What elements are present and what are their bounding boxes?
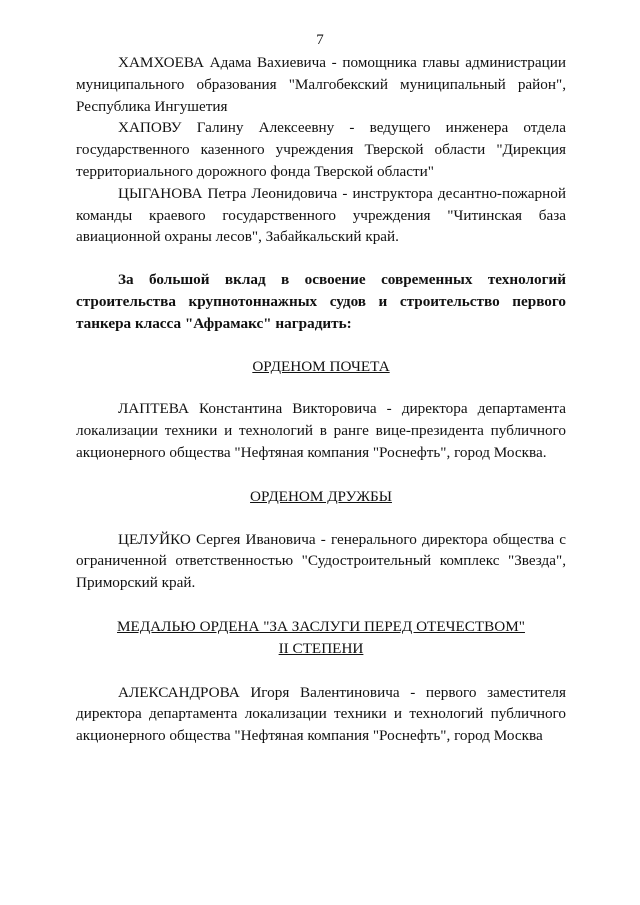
decree-text: За большой вклад в освоение современных технологий строительства крупнотоннажных судов и строительство первого танкера класса "Афрамакс" наградить: <box>76 271 566 332</box>
awardee-paragraph: ЦЕЛУЙКО Сергея Ивановича - генерального директора общества с ограниченной ответственностью "Судостроительный комплекс "Звезда", Приморский край. <box>76 530 566 592</box>
awardee-paragraph: ЦЫГАНОВА Петра Леонидовича - инструктора десантно-пожарной команды краевого государственного учреждения "Читинская база авиационной охраны лесов", Забайкальский край. <box>76 184 566 246</box>
award-heading-medal-line-2: II СТЕПЕНИ <box>278 639 364 657</box>
page-number: 7 <box>316 32 324 48</box>
award-heading-medal-line-1: МЕДАЛЬЮ ОРДЕНА "ЗА ЗАСЛУГИ ПЕРЕД ОТЕЧЕСТВОМ" <box>117 617 525 635</box>
awardee-paragraph: АЛЕКСАНДРОВА Игоря Валентиновича - первого заместителя директора департамента локализации техники и технологий публичного акционерного общества "Нефтяная компания "Роснефть", город Москва <box>76 683 566 745</box>
awardee-paragraph: ХАПОВУ Галину Алексеевну - ведущего инженера отдела государственного казенного учреждения Тверской области "Дирекция территориального дорожного фонда Тверской области" <box>76 119 566 180</box>
award-heading-order-of-friendship: ОРДЕНОМ ДРУЖБЫ <box>250 487 392 505</box>
document-body <box>76 52 566 747</box>
award-heading-order-of-honor: ОРДЕНОМ ПОЧЕТА <box>252 357 390 375</box>
awardee-paragraph: ХАМХОЕВА Адама Вахиевича - помощника главы администрации муниципального образования "Малгобекский муниципальный район", Республика Ингушетия <box>76 54 566 115</box>
awardee-paragraph: ЛАПТЕВА Константина Викторовича - директора департамента локализации техники и технологий в ранге вице-президента публичного акционерного общества "Нефтяная компания "Роснефть", город Москва. <box>76 400 566 461</box>
